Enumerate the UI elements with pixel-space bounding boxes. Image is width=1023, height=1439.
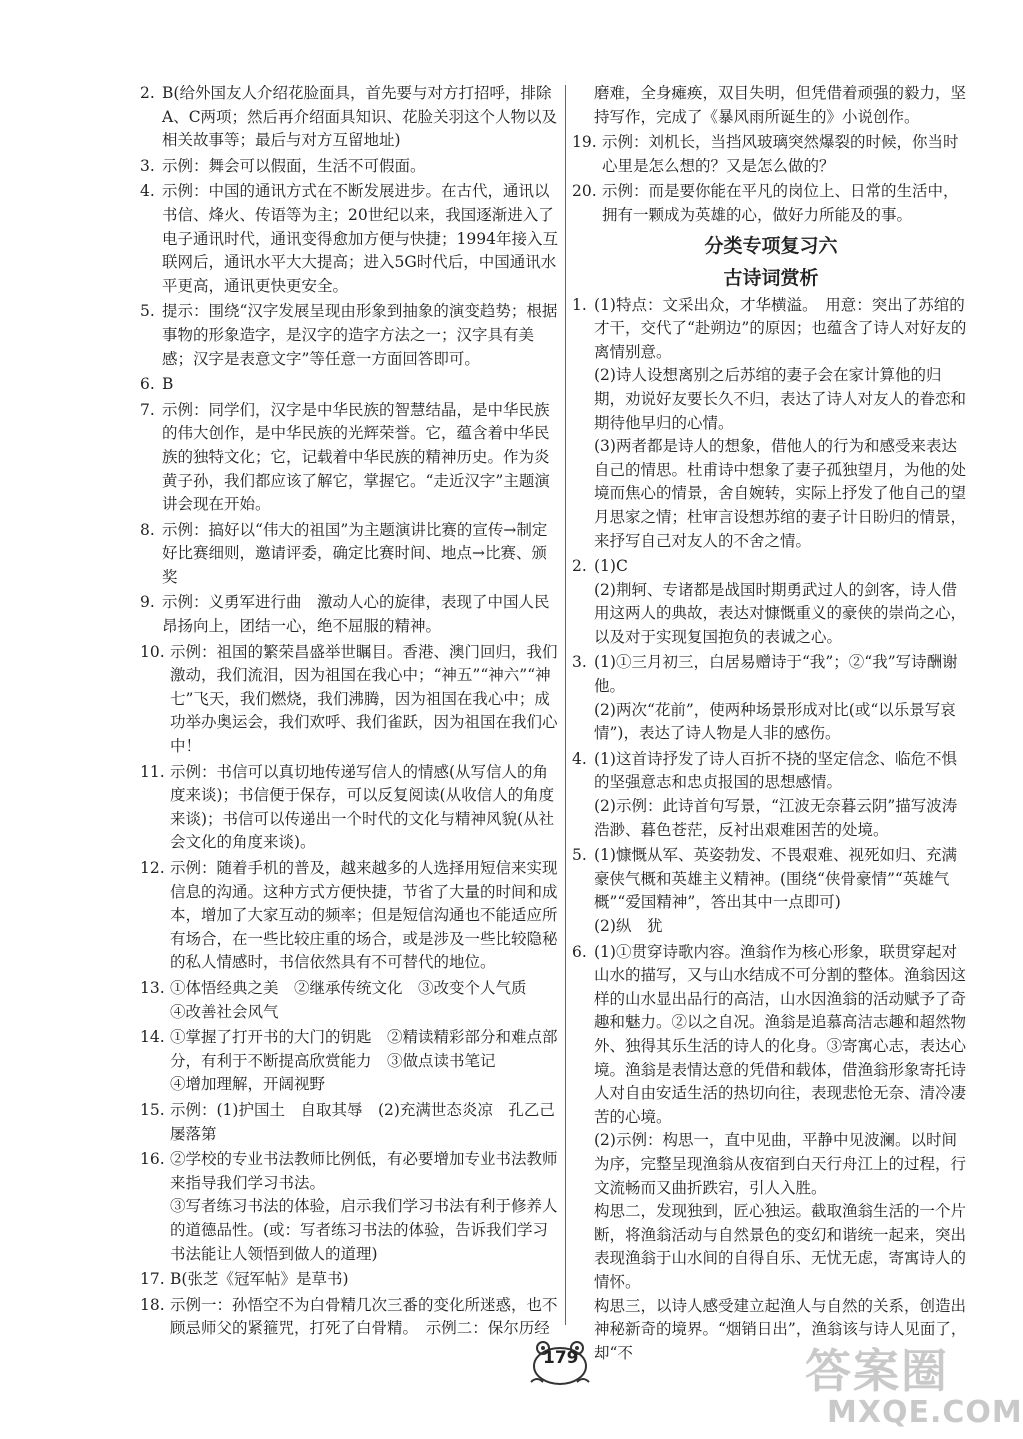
answer-item — [140, 591, 560, 638]
answer-number: 15. — [140, 1100, 165, 1119]
answer-item — [572, 555, 970, 649]
answer-number: 4. — [140, 182, 155, 201]
watermark-url: MXQE.COM — [827, 1395, 1023, 1430]
answer-item — [140, 82, 560, 153]
answer-number: 8. — [140, 520, 155, 539]
answer-item — [140, 300, 560, 371]
answer-text: 示例：搞好以“伟大的祖国”为主题演讲比赛的宣传→制定好比赛细则，邀请评委，确定比赛时间、地点→比赛、颁奖 — [162, 520, 548, 586]
watermark-logo-text: 答案圈 — [805, 1344, 949, 1398]
answer-item — [572, 651, 970, 745]
answer-text: (2)示例：构思一，直中见曲，平静中见波澜。以时间为序，完整呈现渔翁从夜宿到白天行舟江上的过程，行文流畅而又曲折跌宕，引人入胜。 — [594, 1131, 967, 1197]
page-number: 179 — [543, 1348, 579, 1368]
answer-text: (1)这首诗抒发了诗人百折不挠的坚定信念、临危不惧的坚强意志和忠贞报国的思想感情。 — [594, 749, 957, 792]
section-title: 分类专项复习六 — [704, 234, 838, 257]
answer-item — [140, 399, 560, 517]
answer-text: (1)特点：文采出众，才华横溢。 用意：突出了苏绾的才干，交代了“赴朔边”的原因；也蕴含了诗人对好友的离情别意。 — [594, 295, 967, 361]
column-divider — [565, 85, 566, 1325]
answer-text: (2)诗人设想离别之后苏绾的妻子会在家计算他的归期，劝说好友要长久不归，表达了诗人对友人的眷恋和期待他早归的心情。 — [594, 366, 967, 432]
answer-number: 6. — [140, 375, 155, 394]
answer-text: 示例：舞会可以假面，生活不可假面。 — [162, 156, 426, 175]
answer-number: 18. — [140, 1295, 165, 1314]
answer-item — [572, 180, 970, 227]
answer-number: 11. — [140, 762, 165, 781]
answer-number: 2. — [572, 557, 587, 576]
answer-text: (1)①贯穿诗歌内容。渔翁作为核心形象，联贯穿起对山水的描写，又与山水结成不可分割的整体。渔翁因这样的山水显出品行的高洁，山水因渔翁的活动赋予了奇趣和魅力。②以之自况。渔翁是追慕高洁志趣和超然物外、独得其乐生活的诗人的化身。③寄寓心志，表达心境。渔翁是表情达意的凭借和载体，借渔翁形象寄托诗人对自由安适生活的热切向往，表现悲怆无奈、清冷凄苦的心境。 — [594, 942, 967, 1126]
answer-number: 5. — [140, 302, 155, 321]
answer-text: (2)示例：此诗首句写景，“江波无奈暮云阴”描写波涛浩渺、暮色苍茫，反衬出艰难困苦的处境。 — [594, 797, 958, 839]
answer-item — [572, 748, 970, 842]
answer-text: (3)两者都是诗人的想象，借他人的行为和感受来表达自己的情思。杜甫诗中想象了妻子孤独望月，为他的处境而焦心的情景，舍自婉转，实际上抒发了他自己的望月思家之情；杜审言设想苏绾的妻子计日盼归的情景，来抒写自己对友人的不舍之情。 — [594, 437, 967, 550]
answer-number: 14. — [140, 1028, 165, 1047]
answer-item — [140, 977, 560, 1024]
answer-text: (2)两次“花前”，使两种场景形成对比(或“以乐景写哀情”)，表达了诗人物是人非的感伤。 — [594, 700, 956, 743]
answer-text: 示例：义勇军进行曲 激动人心的旋律，表现了中国人民昂扬向上，团结一心，绝不屈服的精神。 — [162, 593, 550, 636]
answer-item — [140, 373, 560, 397]
answer-number: 4. — [572, 749, 587, 768]
answer-text: 示例：而是要你能在平凡的岗位上、日常的生活中，拥有一颗成为英雄的心，做好力所能及的事。 — [602, 182, 959, 224]
answer-item — [140, 857, 560, 975]
answer-text: ①掌握了打开书的大门的钥匙 ②精读精彩部分和难点部分，有利于不断提高欣赏能力 ③做点读书笔记 — [170, 1028, 558, 1070]
answer-text: (2)纵 犹 — [594, 917, 663, 935]
page-footer — [525, 1338, 595, 1388]
answer-item — [140, 1268, 560, 1292]
answer-number: 17. — [140, 1270, 165, 1289]
answer-text: 构思二，发现独到，匠心独运。截取渔翁生活的一个片断，将渔翁活动与自然景色的变幻和谐统一起来，突出表现渔翁于山水间的自得自乐、无忧无虑，寄寓诗人的情怀。 — [594, 1202, 967, 1291]
answer-number: 5. — [572, 846, 587, 865]
answer-text: B(张芝《冠军帖》是草书) — [170, 1270, 349, 1289]
answer-text: (1)C — [594, 557, 628, 576]
answer-number: 19. — [572, 133, 597, 152]
answer-item — [140, 1148, 560, 1266]
answer-text: (1)慷慨从军、英姿勃发、不畏艰难、视死如归、充满豪侠气概和英雄主义精神。(围绕“侠骨豪情”“英雄气概”“爱国精神”，答出其中一点即可) — [594, 846, 957, 912]
answer-text: 示例：书信可以真切地传递写信人的情感(从写信人的角度来谈)；书信便于保存，可以反复阅读(从收信人的角度来谈)；书信可以传递出一个时代的文化与精神风貌(从社会文化的角度来谈)。 — [170, 762, 555, 852]
answer-item — [140, 1026, 560, 1097]
right-column — [572, 82, 970, 1367]
continuation-paragraph — [572, 82, 970, 129]
answer-text: 示例：随着手机的普及，越来越多的人选择用短信来实现信息的沟通。这种方式方便快捷，节省了大量的时间和成本，增加了大家互动的频率；但是短信沟通也不能适应所有场合，在一些比较庄重的场合，或是涉及一些比较隐秘的私人情感时，书信依然具有不可替代的地位。 — [170, 859, 558, 972]
answer-text: 示例：同学们，汉字是中华民族的智慧结晶，是中华民族的伟大创作，是中华民族的光辉荣誉。它，蕴含着中华民族的独特文化；它，记载着中华民族的精神历史。作为炎黄子孙，我们都应该了解它，掌握它。“走近汉字”主题演讲会现在开始。 — [162, 400, 550, 514]
answer-text: 构思三，以诗人感受建立起渔人与自然的关系，创造出神秘新奇的境界。“烟销日出”，渔翁该与诗人见面了，却“不 — [594, 1296, 967, 1362]
answer-text: 示例：中国的通讯方式在不断发展进步。在古代，通讯以书信、烽火、传语等为主；20世纪以来，我国逐渐进入了电子通讯时代，通讯变得愈加方便与快捷；1994年接入互联网后，通讯水平大大提高；进入5G时代后，中国通讯水平更高，通讯更快更安全。 — [162, 182, 558, 295]
answer-text: 示例：祖国的繁荣昌盛举世瞩目。香港、澳门回归，我们激动，我们流泪，因为祖国在我心中；“神五”“神六”“神七”飞天，我们燃烧，我们沸腾，因为祖国在我心中；成功举办奥运会，我们欢呼、我们雀跃，因为祖国在我们心中！ — [170, 642, 558, 756]
answer-number: 12. — [140, 859, 165, 877]
answer-text: ②学校的专业书法教师比例低，有必要增加专业书法教师来指导我们学习书法。 — [170, 1150, 558, 1192]
answer-item — [572, 844, 970, 938]
answer-text: (2)荆轲、专诸都是战国时期勇武过人的剑客，诗人借用这两人的典故，表达对慷慨重义的豪侠的崇尚之心，以及对于实现复国抱负的表诚之心。 — [594, 580, 967, 646]
answer-text: 示例一：孙悟空不为白骨精几次三番的变化所迷惑，也不顾忌师父的紧箍咒，打死了白骨精。 示例二：保尔历经 — [170, 1295, 558, 1338]
answer-number: 6. — [572, 942, 587, 961]
answer-item — [140, 761, 560, 855]
answer-number: 13. — [140, 978, 165, 997]
answer-item — [140, 641, 560, 759]
answer-text: 示例：(1)护国土 自取其辱 (2)充满世态炎凉 孔乙己屡落第 — [170, 1100, 555, 1143]
answer-item — [572, 941, 970, 1366]
answer-number: 16. — [140, 1150, 165, 1169]
answer-number: 3. — [572, 653, 587, 672]
answer-text: ①体悟经典之美 ②继承传统文化 ③改变个人气质 — [170, 978, 527, 997]
answer-item — [140, 1294, 560, 1341]
answer-item — [572, 131, 970, 178]
answer-number: 3. — [140, 156, 155, 175]
answer-item — [140, 1099, 560, 1146]
answer-number: 2. — [140, 84, 155, 102]
left-column — [140, 82, 560, 1343]
answer-item — [140, 519, 560, 590]
site-watermark — [805, 1335, 1023, 1435]
answer-number: 1. — [572, 295, 587, 314]
answer-text: B — [162, 375, 174, 394]
answer-text: (1)①三月初三，白居易赠诗于“我”；②“我”写诗酬谢他。 — [594, 653, 958, 696]
section-subtitle: 古诗词赏析 — [723, 266, 819, 289]
answer-number: 7. — [140, 400, 155, 419]
answer-number: 10. — [140, 642, 165, 661]
answer-text: ④增加理解，开阔视野 — [170, 1075, 326, 1094]
answer-item — [140, 155, 560, 179]
answer-item — [140, 180, 560, 298]
answer-text: ④改善社会风气 — [170, 1002, 279, 1021]
answer-item — [572, 294, 970, 554]
continuation-text: 磨难，全身瘫痪，双目失明，但凭借着顽强的毅力，坚持写作，完成了《暴风雨所诞生的》小说创作。 — [594, 84, 967, 126]
answer-text: B(给外国友人介绍花脸面具，首先要与对方打招呼，排除A、C两项；然后再介绍面具知识、花脸关羽这个人物以及相关故事等；最后与对方互留地址) — [162, 84, 558, 150]
answer-text: 提示：围绕“汉字发展呈现由形象到抽象的演变趋势；根据事物的形象造字，是汉字的造字方法之一；汉字具有美感；汉字是表意文字”等任意一方面回答即可。 — [162, 302, 558, 368]
answer-text: ③写者练习书法的体验，启示我们学习书法有利于修养人的道德品性。(或：写者练习书法的体验，告诉我们学习书法能让人领悟到做人的道理) — [170, 1197, 558, 1263]
answer-text: 示例：刘机长，当挡风玻璃突然爆裂的时候，你当时心里是怎么想的？又是怎么做的？ — [602, 133, 959, 175]
answer-number: 9. — [140, 593, 155, 612]
answer-number: 20. — [572, 182, 597, 201]
